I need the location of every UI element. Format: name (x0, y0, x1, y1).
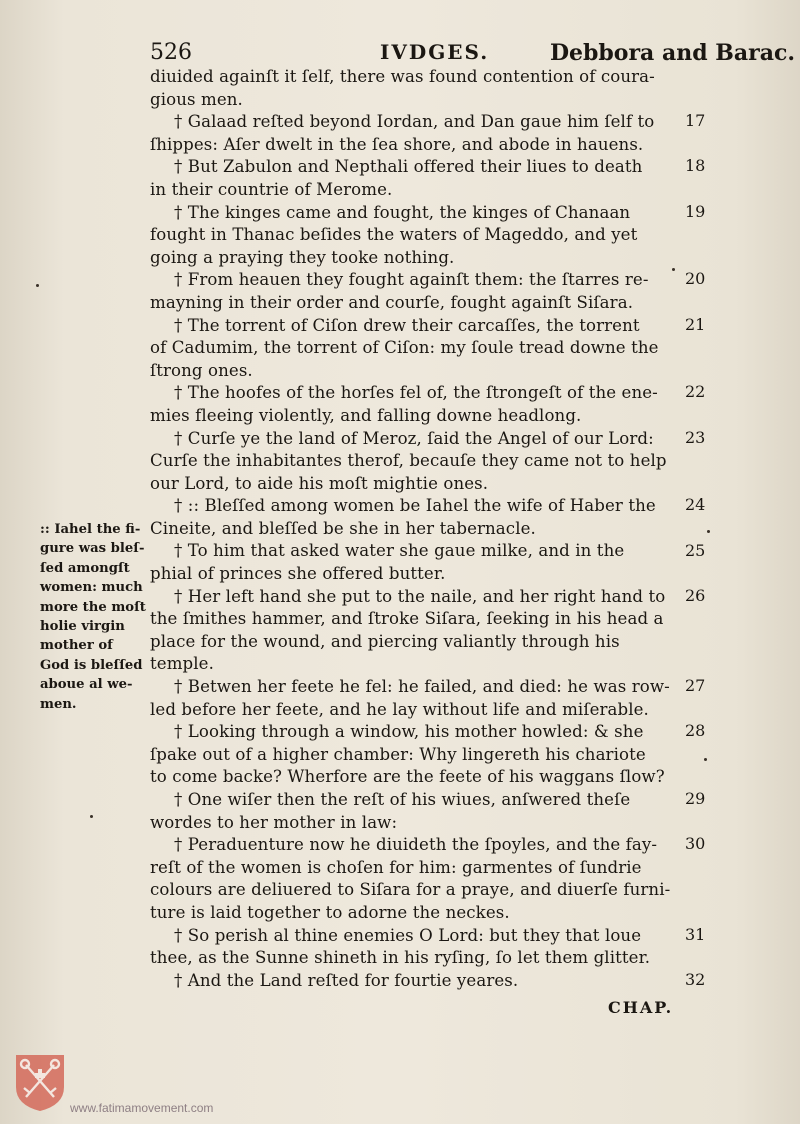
text-line: mayning in their order and courſe, fought againſt Siſara. (150, 292, 634, 312)
verse-number: 27 (685, 676, 706, 696)
text-line: † Betwen her feete he fel: he failed, and died: he was row- (174, 677, 670, 697)
text-line: wordes to her mother in law: (150, 812, 398, 832)
text-line: † From heauen they fought againſt them: the ſtarres re- (174, 270, 649, 290)
verse-number: 26 (685, 585, 706, 605)
verse-number: 32 (685, 970, 706, 989)
text-line: thee, as the Sunne shineth in his ryſing, ſo let them glitter. (150, 948, 651, 968)
text-line: going a praying they tooke nothing. (150, 247, 455, 267)
text-line: gious men. (150, 89, 243, 109)
marginal-note-line: mother of (40, 638, 113, 654)
text-line: the ſmithes hammer, and ſtroke Siſara, ſeeking in his head a (150, 609, 664, 629)
marginal-note-line: :: Iahel the fi- (40, 522, 141, 537)
text-line: in their countrie of Merome. (150, 179, 393, 199)
text-line: of Cadumim, the torrent of Ciſon: my ſoule tread downe the (150, 338, 659, 358)
page-number: 526 (150, 40, 192, 65)
text-line: † But Zabulon and Nepthali offered their liues to death (174, 157, 643, 177)
text-line: place for the wound, and piercing valiantly through his (150, 631, 620, 651)
text-line: † Galaad reſted beyond Iordan, and Dan gaue him ſelf to (174, 112, 655, 132)
verse-number: 23 (685, 427, 706, 447)
verse-number: 29 (685, 789, 706, 809)
running-title: IVDGES. (380, 40, 490, 64)
text-line: † One wiſer then the reſt of his wiues, anſwered theſe (174, 790, 631, 809)
marginal-note-line: holie virgin (40, 618, 125, 634)
catchword: CHAP. (608, 998, 674, 1017)
text-line: colours are deliuered to Siſara for a praye, and diuerſe furni- (150, 880, 671, 900)
text-line: ſtrong ones. (150, 360, 253, 380)
text-line: † :: Bleſſed among women be Iahel the wife of Haber the (174, 496, 656, 516)
marginal-note-line: God is bleſſed (40, 657, 143, 673)
marginal-note-line: ſed amongſt (40, 560, 130, 576)
verse-number: 22 (685, 382, 706, 402)
marginal-note-line: more the moſt (40, 599, 146, 615)
text-line: phial of princes she offered butter. (150, 564, 446, 584)
text-line: † Her left hand she put to the naile, and her right hand to (174, 586, 666, 606)
marginal-note-line: men. (40, 696, 77, 712)
marginal-note (40, 520, 152, 714)
text-line: reſt of the women is choſen for him: garmentes of ſundrie (150, 857, 642, 877)
text-line: to come backe? Wherfore are the feete of his waggans ſlow? (150, 767, 665, 787)
page-header (150, 40, 795, 68)
marginal-note-line: aboue al we- (40, 677, 133, 693)
text-line: † The torrent of Ciſon drew their carcaſſes, the torrent (174, 315, 640, 335)
section-title: Debbora and Barac. (549, 40, 795, 66)
text-line: † The hoofes of the horſes fel of, the ſtrongeſt of the ene- (174, 383, 658, 403)
text-line: led before her feete, and he lay without life and miſerable. (150, 699, 649, 719)
watermark-url: www.fatimamovement.com (70, 1101, 214, 1115)
text-line: our Lord, to aide his moſt mightie ones. (150, 473, 489, 493)
body-text (150, 66, 680, 992)
text-line: Curſe the inhabitantes therof, becauſe they came not to help (150, 451, 667, 471)
text-line: † Curſe ye the land of Meroz, ſaid the Angel of our Lord: (174, 428, 654, 448)
verse-number: 25 (685, 540, 706, 560)
verse-number: 19 (685, 201, 706, 221)
text-line: ſhippes: Aſer dwelt in the ſea shore, and abode in hauens. (150, 134, 644, 154)
marginal-note-line: gure was bleſ- (40, 541, 145, 557)
text-line: † Looking through a window, his mother howled: & she (174, 722, 644, 742)
verse-number: 20 (685, 269, 706, 289)
verse-number: 24 (685, 495, 706, 515)
text-line: fought in Thanac beſides the waters of Mageddo, and yet (150, 225, 638, 245)
verse-number: 17 (685, 111, 706, 131)
text-line: † To him that asked water she gaue milke, and in the (174, 541, 625, 561)
text-line: ture is laid together to adorne the neckes. (150, 902, 510, 922)
verse-number: 30 (685, 834, 706, 854)
text-line: ſpake out of a higher chamber: Why lingereth his chariote (150, 744, 646, 764)
text-line: temple. (150, 654, 214, 674)
text-line: mies fleeing violently, and falling downe headlong. (150, 405, 582, 425)
text-line: † The kinges came and fought, the kinges of Chanaan (174, 202, 631, 222)
text-line: † And the Land reſted for fourtie yeares. (174, 970, 519, 990)
marginal-note-line: women: much (40, 580, 143, 596)
text-line: diuided againſt it ſelf, there was found contention of coura- (150, 67, 655, 86)
text-line: † Peraduenture now he diuideth the ſpoyles, and the fay- (174, 835, 658, 855)
text-line: Cineite, and bleſſed be she in her tabernacle. (150, 518, 536, 538)
verse-number: 18 (685, 156, 706, 176)
verse-number: 21 (685, 314, 706, 334)
verse-number: 31 (685, 924, 706, 944)
text-line: † So perish al thine enemies O Lord: but they that loue (174, 925, 642, 945)
verse-number: 28 (685, 721, 706, 741)
keys-shield-logo-icon (14, 1053, 66, 1113)
